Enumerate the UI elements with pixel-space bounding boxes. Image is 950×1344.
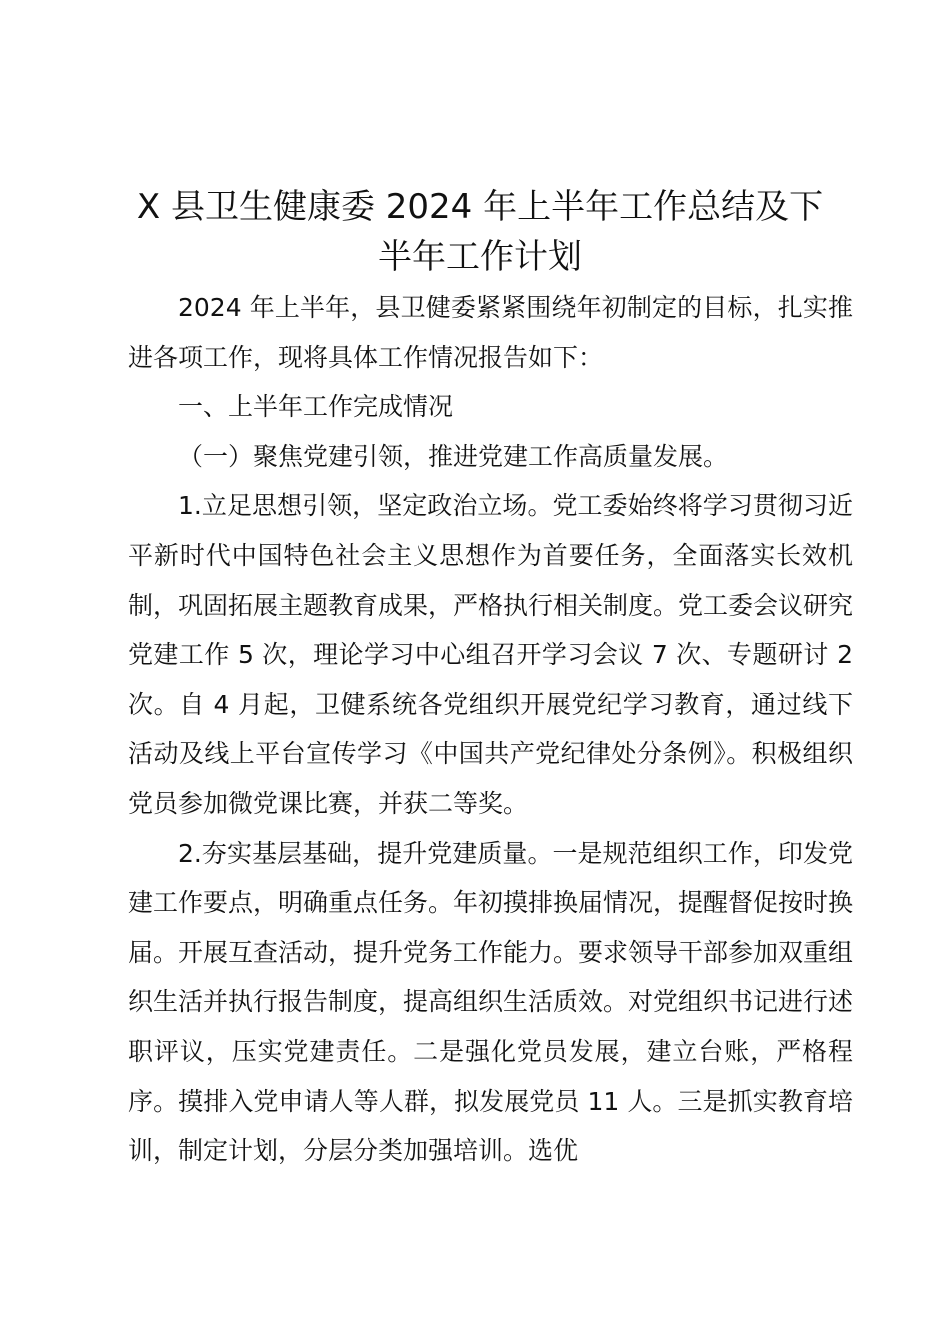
section-heading-1: 一、上半年工作完成情况 (178, 392, 454, 422)
subsection-heading-1: （一）聚焦党建引领，推进党建工作高质量发展。 (178, 441, 729, 471)
title-line-2: 半年工作计划 (378, 237, 582, 277)
title-line-1: X 县卫生健康委 2024 年上半年工作总结及下 (136, 187, 824, 227)
document-title (120, 182, 840, 282)
intro-paragraph: 2024 年上半年，县卫健委紧紧围绕年初制定的目标，扎实推进各项工作，现将具体工作情况报告如下： (128, 293, 853, 372)
document-body (128, 283, 853, 1176)
body-paragraph-1: 1.立足思想引领，坚定政治立场。党工委始终将学习贯彻习近平新时代中国特色社会主义思想作为首要任务，全面落实长效机制，巩固拓展主题教育成果，严格执行相关制度。党工委会议研究党建工作 5 次，理论学习中心组召开学习会议 7 次、专题研讨 2 次。自 4 月起，卫健系统各党组织开展党纪学习教育，通过线下活动及线上平台宣传学习《中国共产党纪律处分条例》。积极组织党员参加微党课比赛，并获二等奖。 (128, 491, 854, 818)
body-paragraph-2: 2.夯实基层基础，提升党建质量。一是规范组织工作，印发党建工作要点，明确重点任务。年初摸排换届情况，提醒督促按时换届。开展互查活动，提升党务工作能力。要求领导干部参加双重组织生活并执行报告制度，提高组织生活质效。对党组织书记进行述职评议，压实党建责任。二是强化党员发展，建立台账，严格程序。摸排入党申请人等人群，拟发展党员 11 人。三是抓实教育培训，制定计划，分层分类加强培训。选优 (128, 838, 854, 1166)
